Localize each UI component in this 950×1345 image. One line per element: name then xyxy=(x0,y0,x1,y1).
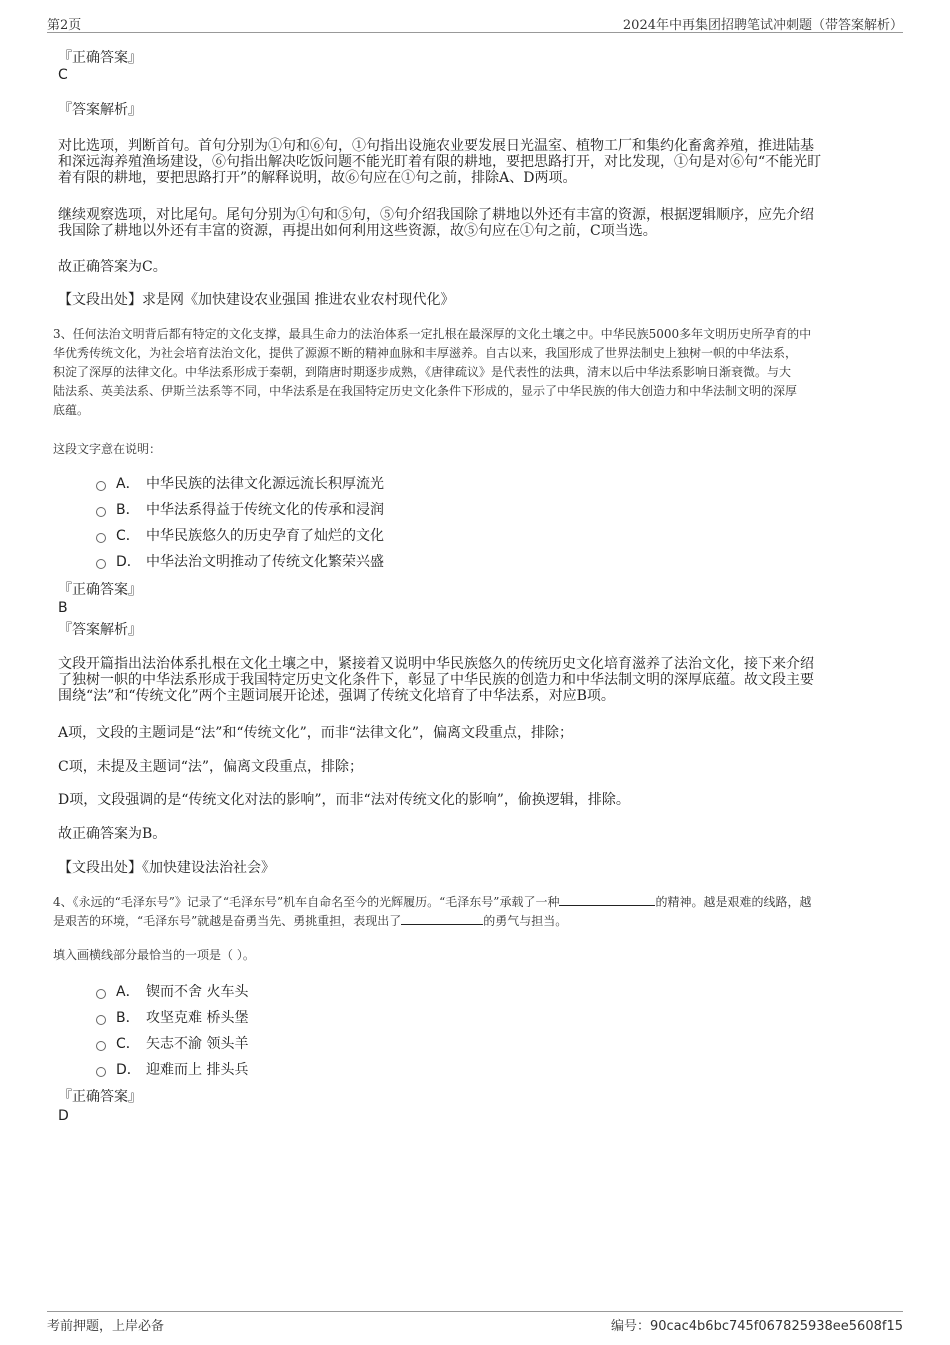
question-4-option-d[interactable]: D． 迎难而上 排头兵 xyxy=(96,1061,248,1079)
question-4-option-a[interactable]: A． 锲而不舍 火车头 xyxy=(96,983,248,1001)
footer-slogan: 考前押题，上岸必备 xyxy=(47,1319,165,1334)
radio-icon[interactable] xyxy=(96,507,106,517)
analysis-conclusion: 故正确答案为C。 xyxy=(58,259,167,275)
source-citation: 【文段出处】《加快建设法治社会》 xyxy=(58,860,275,876)
answer-value: B xyxy=(58,600,68,616)
question-4-option-c[interactable]: C． 矢志不渝 领头羊 xyxy=(96,1035,248,1053)
radio-icon[interactable] xyxy=(96,481,106,491)
question-3-prompt: 这段文字意在说明： xyxy=(53,442,162,456)
analysis-paragraph-2: 继续观察选项，对比尾句。尾句分别为①句和⑤句，⑤句介绍我国除了耕地以外还有丰富的资源，根据逻辑顺序，应先介绍 我国除了耕地以外还有丰富的资源，再提出如何利用这些资源，故⑤句应在①句之前，C项当选。 xyxy=(58,207,814,239)
question-4-option-b[interactable]: B． 攻坚克难 桥头堡 xyxy=(96,1009,248,1027)
analysis-conclusion: 故正确答案为B。 xyxy=(58,826,167,842)
radio-icon[interactable] xyxy=(96,989,106,999)
analysis-option-a: A项，文段的主题词是“法”和“传统文化”，而非“法律文化”，偏离文段重点，排除； xyxy=(58,725,574,741)
document-code: 编号：90cac4b6bc745f067825938ee5608f15 xyxy=(610,1319,903,1334)
answer-value: D xyxy=(58,1108,69,1124)
fill-blank-2[interactable] xyxy=(401,912,483,925)
radio-icon[interactable] xyxy=(96,1041,106,1051)
question-4-prompt: 填入画横线部分最恰当的一项是（ ）。 xyxy=(53,948,255,962)
page-number: 第2页 xyxy=(47,18,82,33)
question-3-option-d[interactable]: D． 中华法治文明推动了传统文化繁荣兴盛 xyxy=(96,553,384,571)
answer-tag: 『正确答案』 xyxy=(58,582,142,598)
question-4-stem: 4、《永远的“毛泽东号”》记录了“毛泽东号”机车自命名至今的光辉履历。“毛泽东号”承载了一种 的精神。越是艰难的线路，越 是艰苦的环境，“毛泽东号”就越是奋勇当先、勇挑重担，表现出了 的勇气与担当。 xyxy=(53,895,812,928)
answer-tag: 『正确答案』 xyxy=(58,1089,142,1105)
fill-blank-1[interactable] xyxy=(559,893,655,906)
analysis-option-d: D项，文段强调的是“传统文化对法的影响”，而非“法对传统文化的影响”，偷换逻辑，排除。 xyxy=(58,792,630,808)
analysis-tag: 『答案解析』 xyxy=(58,622,142,638)
document-title: 2024年中再集团招聘笔试冲刺题（带答案解析） xyxy=(622,18,903,33)
analysis-tag: 『答案解析』 xyxy=(58,102,142,118)
radio-icon[interactable] xyxy=(96,1015,106,1025)
answer-value: C xyxy=(58,67,68,83)
radio-icon[interactable] xyxy=(96,559,106,569)
analysis-paragraph-1: 对比选项，判断首句。首句分别为①句和⑥句，①句指出设施农业要发展日光温室、植物工厂和集约化畜禽养殖，推进陆基 和深远海养殖渔场建设，⑥句指出解决吃饭问题不能光盯着有限的耕地，要把思路打开，对比发现，①句是对⑥句“不能光盯 着有限的耕地，要把思路打开”的解释说明，故⑥句应在①句之前，排除A、D两项。 xyxy=(58,138,822,186)
source-citation: 【文段出处】求是网《加快建设农业强国 推进农业农村现代化》 xyxy=(58,292,455,308)
radio-icon[interactable] xyxy=(96,1067,106,1077)
answer-tag: 『正确答案』 xyxy=(58,50,142,66)
question-3-option-b[interactable]: B． 中华法系得益于传统文化的传承和浸润 xyxy=(96,501,384,519)
question-3-stem: 3、任何法治文明背后都有特定的文化支撑，最具生命力的法治体系一定扎根在最深厚的文化土壤之中。中华民族5000多年文明历史所孕育的中 华优秀传统文化，为社会培育法治文化，提供了源源不断的精神血脉和丰厚滋养。自古以来，我国形成了世界法制史上独树一帜的中华法系， 积淀了深厚的法律文化。中华法系形成于秦朝，到隋唐时期逐步成熟，《唐律疏议》是代表性的法典，清末以后中华法系影响日渐衰微。与大 陆法系、英美法系、伊斯兰法系等不同，中华法系是在我国特定历史文化条件下形成的，显示了中华民族的伟大创造力和中华法制文明的深厚 底蕴。 xyxy=(53,327,812,417)
page-header xyxy=(47,12,903,33)
question-3-option-a[interactable]: A． 中华民族的法律文化源远流长积厚流光 xyxy=(96,475,384,493)
radio-icon[interactable] xyxy=(96,533,106,543)
analysis-paragraph-1: 文段开篇指出法治体系扎根在文化土壤之中，紧接着又说明中华民族悠久的传统历史文化培育滋养了法治文化，接下来介绍 了独树一帜的中华法系形成于我国特定历史文化条件下，彰显了中华民族的创造力和中华法制文明的深厚底蕴。故文段主要 围绕“法”和“传统文化”两个主题词展开论述，强调了传统文化培育了中华法系，对应B项。 xyxy=(58,656,814,704)
analysis-option-c: C项，未提及主题词“法”，偏离文段重点，排除； xyxy=(58,759,364,775)
question-3-option-c[interactable]: C． 中华民族悠久的历史孕育了灿烂的文化 xyxy=(96,527,384,545)
page-footer xyxy=(47,1311,903,1334)
